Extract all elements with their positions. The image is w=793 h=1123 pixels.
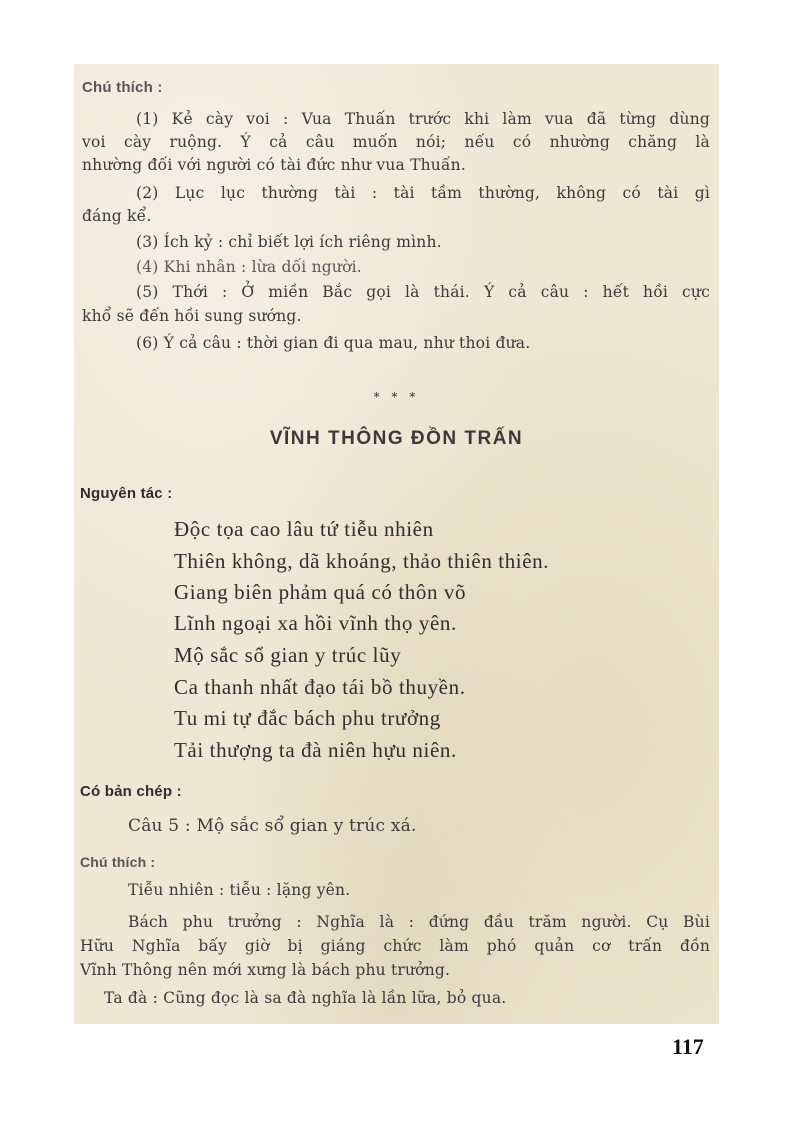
- note-line: Tiễu nhiên : tiễu : lặng yên.: [128, 881, 351, 899]
- section-divider: * * *: [373, 390, 420, 404]
- poem-title: VĨNH THÔNG ĐỒN TRẤN: [269, 428, 524, 449]
- poem-line: Ca thanh nhất đạo tái bồ thuyền.: [174, 675, 466, 699]
- note-line: (3) Ích kỷ : chỉ biết lợi ích riêng mình.: [136, 233, 442, 251]
- note-line: đáng kể.: [82, 207, 152, 225]
- original-label: Nguyên tác :: [80, 485, 173, 502]
- variant-text: Câu 5 : Mộ sắc sổ gian y trúc xá.: [128, 816, 417, 836]
- poem-line: Lĩnh ngoại xa hồi vĩnh thọ yên.: [174, 611, 457, 635]
- poem-line: Thiên không, dã khoáng, thảo thiên thiên.: [174, 549, 550, 573]
- note-line: Hữu Nghĩa bấy giờ bị giáng chức làm phó quản cơ trấn đồn: [80, 937, 710, 955]
- note-line: Vĩnh Thông nên mới xưng là bách phu trưởng.: [80, 961, 451, 979]
- scanned-page: [74, 64, 719, 1024]
- poem-line: Tu mi tự đắc bách phu trưởng: [174, 706, 441, 730]
- note-line: (6) Ý cả câu : thời gian đi qua mau, như thoi đưa.: [136, 334, 531, 352]
- note-line: (1) Kẻ cày voi : Vua Thuấn trước khi làm vua đã từng dùng: [136, 110, 710, 128]
- poem-line: Giang biên phảm quá có thôn võ: [174, 580, 467, 604]
- note-line: khổ sẽ đến hồi sung sướng.: [82, 307, 302, 325]
- note-line: (4) Khi nhân : lừa dối người.: [136, 258, 362, 276]
- note-line: (2) Lục lục thường tài : tài tầm thường, không có tài gì: [136, 184, 710, 202]
- variant-label: Có bản chép :: [80, 783, 182, 800]
- note-line: voi cày ruộng. Ý cả câu muốn nói; nếu có nhường chăng là: [82, 133, 710, 151]
- poem-line: Tải thượng ta đà niên hựu niên.: [174, 738, 457, 762]
- poem-line: Độc tọa cao lâu tứ tiễu nhiên: [174, 517, 434, 541]
- page-number: 117: [672, 1034, 704, 1059]
- note-line: Ta đà : Cũng đọc là sa đà nghĩa là lần lữa, bỏ qua.: [104, 989, 507, 1007]
- notes-label: Chú thích :: [80, 854, 156, 870]
- poem-line: Mộ sắc sổ gian y trúc lũy: [174, 643, 402, 667]
- note-line: (5) Thới : Ở miền Bắc gọi là thái. Ý cả câu : hết hồi cực: [136, 283, 710, 301]
- note-line: nhường đối với người có tài đức như vua Thuấn.: [82, 156, 466, 174]
- notes-label: Chú thích :: [82, 79, 163, 96]
- note-line: Bách phu trưởng : Nghĩa là : đứng đầu trăm người. Cụ Bùi: [128, 913, 710, 931]
